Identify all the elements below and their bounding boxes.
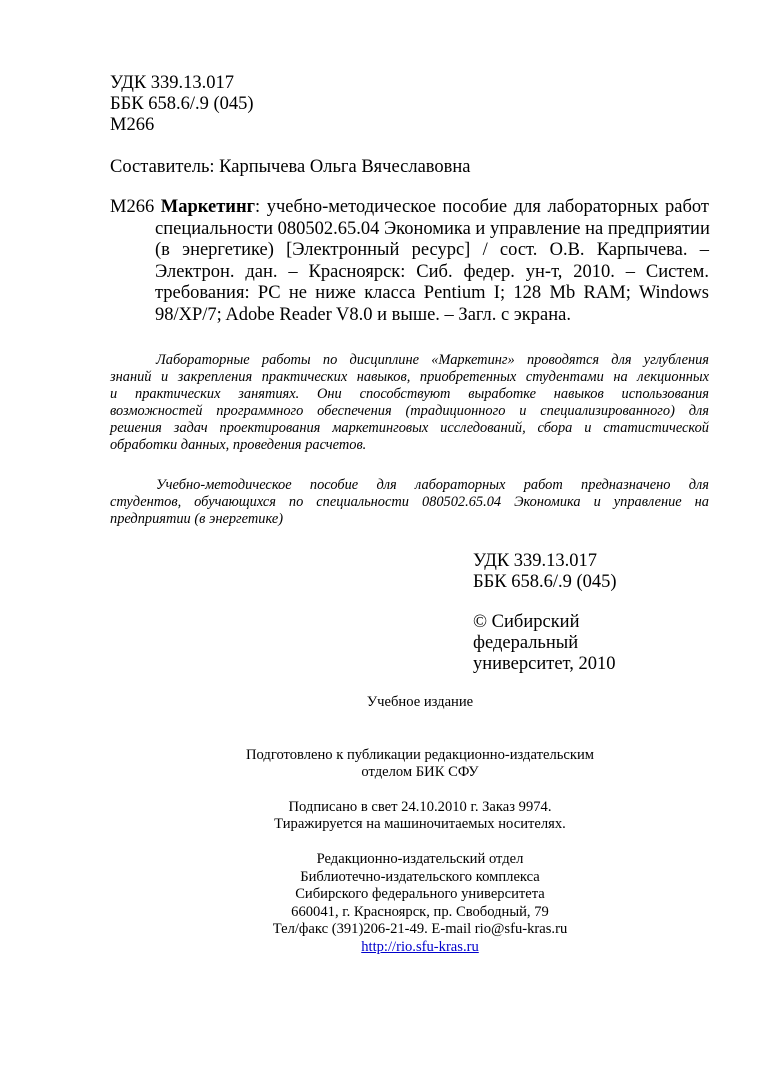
annotation-line: предприятии (в энергетике) [110,511,284,527]
annotation-line: знаний и закрепления практических навыков, приобретенных студентами на лекционных [110,369,709,385]
biblio-line1-rest: : учебно-методическое пособие для лабораторных работ [255,197,709,217]
annotation-paragraph-2 [110,477,709,528]
publisher-line: Тел/факс (391)206-21-49. E-mail rio@sfu-kras.ru [272,921,568,938]
biblio-first-line [110,197,709,219]
author-mark: М266 [110,115,155,135]
publisher-line: Редакционно-издательский отдел [316,850,524,867]
right-udk-code: УДК 339.13.017 [473,551,598,571]
compiler-text: Составитель: Карпычева Ольга Вячеславовна [110,157,471,177]
copyright-line: федеральный [473,633,579,653]
annotation-line: Учебно-методическое пособие для лабораторных работ предназначено для [156,477,709,493]
biblio-mark: М266 [110,197,155,217]
biblio-line: специальности 080502.65.04 Экономика и управление на предприятии [155,218,710,239]
copyright-line: © Сибирский [473,612,580,632]
annotation-paragraph-1 [110,352,709,454]
website-line [90,939,750,957]
biblio-line: требования: PC не ниже класса Pentium I; 128 Mb RAM; Windows [155,283,709,304]
biblio-title: Маркетинг [160,197,256,217]
annotation-line: возможностей программного обеспечения (традиционного и специализированного) для [110,403,709,419]
publisher-line: Сибирского федерального университета [295,886,545,903]
annotation-line: решения задач проектирования маркетинговых исследований, сбора и статистической [110,420,709,436]
udk-code: УДК 339.13.017 [110,73,235,93]
right-bbk-code: ББК 658.6/.9 (045) [473,572,617,592]
compiler-line [110,157,471,178]
annotation-line: студентов, обучающихся по специальности 080502.65.04 Экономика и управление на [110,494,709,510]
bbk-code: ББК 658.6/.9 (045) [110,94,254,114]
edition-type: Учебное издание [366,694,474,710]
copyright-line: университет, 2010 [473,654,616,674]
biblio-line: (в энергетике) [Электронный ресурс] / сост. О.В. Карпычева. – [155,240,709,261]
signed-line: Тиражируется на машиночитаемых носителях. [274,816,566,833]
annotation-line: обработки данных, проведения расчетов. [110,437,367,453]
header-codes [110,73,254,136]
biblio-line: 98/XP/7; Adobe Reader V8.0 и выше. – Загл. с экрана. [155,304,571,325]
annotation-line: Лабораторные работы по дисциплине «Маркетинг» проводятся для углубления [156,352,709,368]
publisher-line: Библиотечно-издательского комплекса [300,868,540,885]
prepared-line: отделом БИК СФУ [361,764,479,781]
imprint-block [90,694,750,957]
right-codes [473,551,617,593]
signed-line: Подписано в свет 24.10.2010 г. Заказ 9974. [288,798,552,815]
publisher-line: 660041, г. Красноярск, пр. Свободный, 79 [291,903,549,920]
website-link[interactable]: http://rio.sfu-kras.ru [361,938,479,955]
annotation-line: и практических занятиях. Они способствуют выработке навыков использования [110,386,709,402]
biblio-line: Электрон. дан. – Красноярск: Сиб. федер. ун-т, 2010. – Систем. [155,261,709,282]
copyright-block [473,612,616,675]
bibliographic-record [110,197,709,327]
prepared-line: Подготовлено к публикации редакционно-издательским [245,746,594,763]
